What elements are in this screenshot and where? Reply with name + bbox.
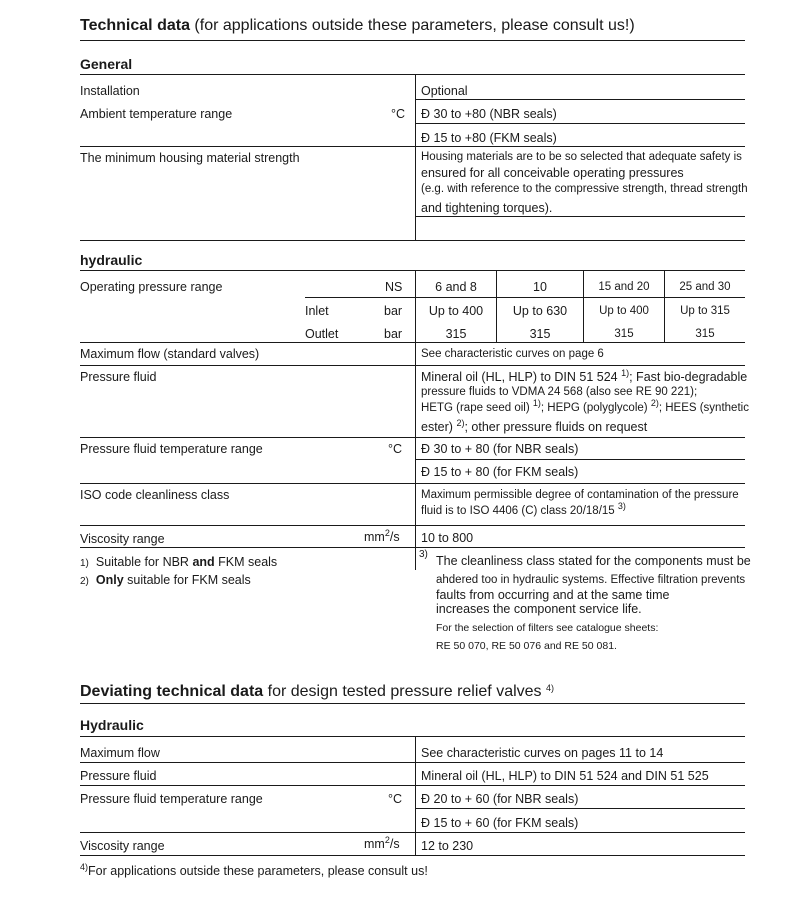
row-label-installation: Installation — [80, 84, 140, 98]
iso-text-line-2 — [421, 501, 626, 517]
row-value-fluid-temp-nbr: Ð 30 to + 80 (for NBR seals) — [421, 442, 579, 456]
title-rule — [80, 40, 745, 41]
section-heading-deviating-hydraulic: Hydraulic — [80, 717, 144, 733]
fluid-text: ; other pressure fluids on request — [464, 420, 648, 434]
divider — [80, 785, 745, 786]
inlet-unit: bar — [384, 304, 403, 318]
divider — [80, 483, 745, 484]
footnote-3-line-3: faults from occurring and at the same time — [436, 588, 670, 602]
section-heading-hydraulic: hydraulic — [80, 252, 143, 268]
footnote-3-line-6: RE 50 070, RE 50 076 and RE 50 081. — [436, 640, 617, 652]
fluid-text: HETG (rape seed oil) — [421, 402, 530, 414]
unit-text: mm — [364, 530, 385, 544]
divider — [80, 762, 745, 763]
footnote-ref: 1) — [532, 398, 541, 408]
inlet-value: Up to 315 — [680, 305, 730, 317]
divider — [80, 736, 745, 737]
footnote-1 — [80, 555, 277, 569]
footnote-emphasis: and — [192, 555, 215, 569]
divider — [415, 123, 745, 124]
row-value-deviating-max-flow: See characteristic curves on pages 11 to 14 — [421, 746, 664, 760]
inlet-value: Up to 630 — [512, 304, 568, 318]
housing-text-line-2: ensured for all conceivable operating pressures — [421, 166, 684, 180]
divider — [415, 459, 745, 460]
footnote-3-line-1: The cleanliness class stated for the components must be — [436, 554, 751, 568]
row-value-ambient-nbr: Ð 30 to +80 (NBR seals) — [421, 107, 557, 121]
fluid-line-1 — [421, 370, 747, 384]
row-value-deviating-temp-nbr: Ð 20 to + 60 (for NBR seals) — [421, 792, 579, 806]
deviating-title-rest: for design tested pressure relief valves — [267, 683, 542, 700]
divider — [415, 808, 745, 809]
footnote-text: Suitable for NBR — [95, 555, 193, 569]
footnote-ref: 4) — [546, 683, 555, 693]
footnote-2 — [80, 573, 251, 587]
fluid-text: ; Fast bio-degradable — [629, 370, 748, 384]
fluid-text: ester) — [421, 420, 453, 434]
row-label-deviating-fluid: Pressure fluid — [80, 769, 157, 783]
title-rule — [80, 703, 745, 704]
divider — [80, 365, 745, 366]
footnote-ref: 3) — [617, 501, 626, 511]
outlet-label: Outlet — [305, 327, 339, 341]
divider — [80, 525, 745, 526]
ns-value: 25 and 30 — [679, 281, 731, 293]
deviating-title-bold: Deviating technical data — [80, 683, 264, 700]
outlet-value: 315 — [529, 327, 551, 341]
row-label-housing-strength: The minimum housing material strength — [80, 151, 300, 165]
housing-text-line-1: Housing materials are to be so selected that adequate safety is — [421, 151, 742, 163]
unit-celsius: °C — [391, 107, 406, 121]
divider — [415, 99, 745, 100]
unit-text: mm — [364, 837, 385, 851]
unit-celsius: °C — [388, 442, 403, 456]
footnote-ref: 2) — [456, 418, 465, 428]
iso-text: fluid is to ISO 4406 (C) class 20/18/15 — [421, 505, 615, 517]
footnote-text: For applications outside these parameters, please consult us! — [88, 864, 428, 878]
row-value-deviating-temp-fkm: Ð 15 to + 60 (for FKM seals) — [421, 816, 579, 830]
row-label-operating-pressure: Operating pressure range — [80, 280, 223, 294]
footnote-3-line-5: For the selection of filters see catalogue sheets: — [436, 622, 659, 634]
unit-text: /s — [389, 530, 400, 544]
row-label-fluid-temperature: Pressure fluid temperature range — [80, 442, 263, 456]
fluid-line-3 — [421, 398, 749, 414]
footnote-text: suitable for FKM seals — [123, 573, 251, 587]
divider — [80, 240, 745, 241]
section-heading-general: General — [80, 56, 133, 72]
footnote-4 — [80, 864, 428, 878]
footnote-text: FKM seals — [214, 555, 278, 569]
fluid-text: ; HEPG (polyglycole) — [540, 402, 648, 414]
row-value-ambient-fkm: Ð 15 to +80 (FKM seals) — [421, 131, 557, 145]
footnote-emphasis: Only — [95, 573, 124, 587]
outlet-unit: bar — [384, 327, 403, 341]
unit-celsius: °C — [388, 792, 403, 806]
footnote-ref: 1) — [621, 368, 630, 378]
divider — [80, 437, 745, 438]
page-title — [80, 17, 635, 35]
divider — [80, 342, 745, 343]
row-label-max-flow: Maximum flow (standard valves) — [80, 347, 260, 361]
fluid-line-4 — [421, 420, 647, 434]
ns-value: 10 — [533, 280, 547, 294]
row-value-max-flow: See characteristic curves on page 6 — [421, 348, 604, 360]
fluid-line-2: pressure fluids to VDMA 24 568 (also see RE 90 221); — [421, 386, 698, 398]
ns-label: NS — [385, 280, 403, 294]
row-value-deviating-fluid: Mineral oil (HL, HLP) to DIN 51 524 and DIN 51 525 — [421, 769, 709, 783]
footnote-number: 2) — [80, 576, 89, 587]
fluid-text: Mineral oil (HL, HLP) to DIN 51 524 — [421, 370, 618, 384]
footnote-ref: 2) — [650, 398, 659, 408]
divider — [80, 74, 745, 75]
page-title-subtitle: (for applications outside these parameters, please consult us!) — [194, 17, 635, 34]
unit-mm2-per-s — [364, 837, 400, 851]
divider — [80, 832, 745, 833]
row-label-ambient-temperature: Ambient temperature range — [80, 107, 233, 121]
divider — [80, 146, 745, 147]
row-label-pressure-fluid: Pressure fluid — [80, 370, 157, 384]
row-label-deviating-fluid-temperature: Pressure fluid temperature range — [80, 792, 263, 806]
divider — [305, 297, 745, 298]
row-value-fluid-temp-fkm: Ð 15 to + 80 (for FKM seals) — [421, 465, 579, 479]
outlet-value: 315 — [614, 328, 634, 340]
row-label-iso-cleanliness: ISO code cleanliness class — [80, 488, 230, 502]
ns-value: 15 and 20 — [598, 281, 650, 293]
divider — [80, 270, 745, 271]
footnote-3-line-2: ahdered too in hydraulic systems. Effective filtration prevents — [436, 574, 746, 586]
iso-text-line-1: Maximum permissible degree of contamination of the pressure — [421, 489, 739, 501]
unit-mm2-per-s — [364, 530, 400, 544]
footnote-3-line-4: increases the component service life. — [436, 602, 642, 616]
row-value-deviating-viscosity: 12 to 230 — [421, 839, 474, 853]
inlet-value: Up to 400 — [428, 304, 484, 318]
footnote-number: 1) — [80, 558, 89, 569]
divider — [80, 547, 745, 548]
page-title-bold: Technical data — [80, 17, 190, 34]
row-label-deviating-max-flow: Maximum flow — [80, 746, 160, 760]
unit-text: /s — [389, 837, 400, 851]
ns-value: 6 and 8 — [435, 280, 477, 294]
divider — [80, 855, 745, 856]
housing-text-line-3: (e.g. with reference to the compressive strength, thread strength — [421, 183, 748, 195]
row-label-deviating-viscosity: Viscosity range — [80, 839, 165, 853]
deviating-title — [80, 683, 554, 701]
inlet-label: Inlet — [305, 304, 329, 318]
inlet-value: Up to 400 — [599, 305, 649, 317]
column-divider — [415, 736, 416, 856]
row-value-viscosity: 10 to 800 — [421, 531, 474, 545]
unit-exponent: 2 — [384, 528, 390, 538]
housing-text-line-4: and tightening torques). — [421, 201, 553, 215]
row-label-viscosity: Viscosity range — [80, 532, 165, 546]
unit-exponent: 2 — [384, 835, 390, 845]
footnote-number: 4) — [80, 862, 89, 872]
outlet-value: 315 — [445, 327, 467, 341]
row-value-installation: Optional — [421, 84, 468, 98]
divider — [415, 216, 745, 217]
footnote-3-number: 3) — [419, 549, 428, 560]
fluid-text: ; HEES (synthetic — [658, 402, 749, 414]
outlet-value: 315 — [695, 328, 715, 340]
